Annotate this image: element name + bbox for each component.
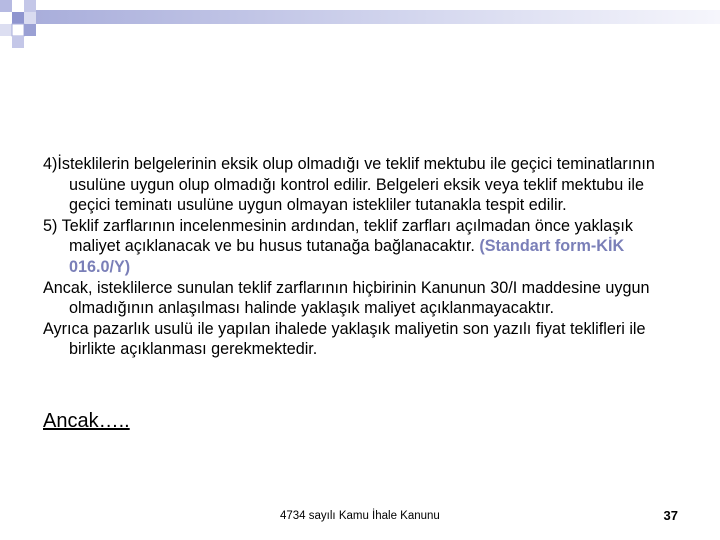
header-decoration	[0, 0, 720, 50]
standard-form-reference: (Standart form-KİK 016.0/Y)	[69, 237, 625, 276]
paragraph-cost-announcement	[43, 216, 673, 278]
footer-title: 4734 sayılı Kamu İhale Kanunu	[280, 510, 440, 522]
paragraph-negotiation: Ayrıca pazarlık usulü ile yapılan ihalede yaklaşık maliyetin son yazılı fiyat teklifleri ile birlikte açıklanması gerekmektedir.	[43, 319, 646, 359]
paragraph-document-check: 4)İsteklilerin belgelerinin eksik olup olmadığı ve teklif mektubu ile geçici teminatlarının usulüne uygun olup olmadığı kontrol edilir. Belgeleri eksik veya teklif mektubu ile geçici teminatı usulüne uygun olmayan istekliler tutanakla tespit edilir.	[43, 155, 655, 215]
ancak-heading: Ancak…..	[43, 410, 130, 432]
page-number: 37	[663, 508, 678, 523]
slide-content	[43, 154, 673, 360]
paragraph-exception: Ancak, isteklilerce sunulan teklif zarflarının hiçbirinin Kanunun 30/I maddesine uygun olmadığının anlaşılması halinde yaklaşık maliyet açıklanmayacaktır.	[43, 278, 650, 318]
paragraph-cost-text: 5) Teklif zarflarının incelenmesinin ardından, teklif zarfları açılmadan önce yaklaşık maliyet açıklanacak ve bu husus tutanağa bağlanacaktır.	[43, 216, 633, 256]
